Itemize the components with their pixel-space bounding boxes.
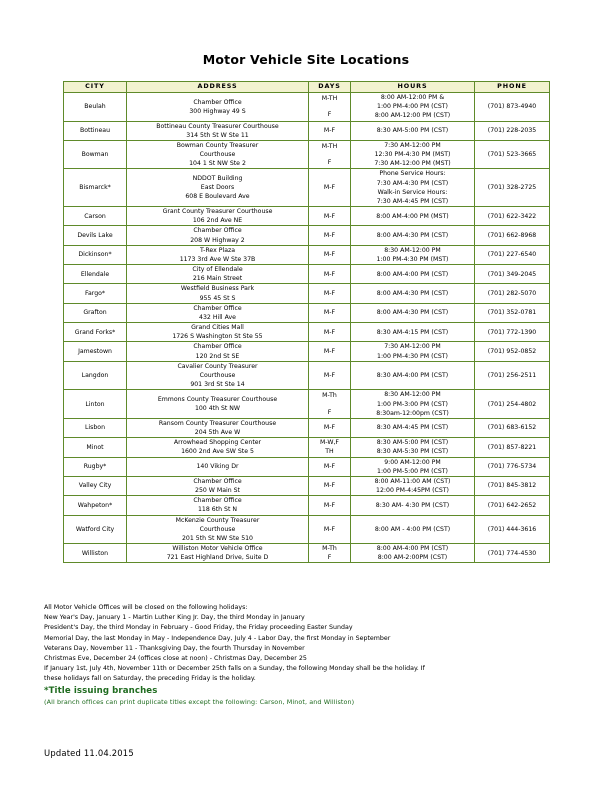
cell-days: M-F <box>309 284 351 303</box>
cell-city: Watford City <box>64 515 127 544</box>
table-row <box>64 418 550 437</box>
column-header-phone: PHONE <box>475 82 550 93</box>
cell-city: Linton <box>64 390 127 419</box>
table-row <box>64 323 550 342</box>
site-locations-table <box>63 81 550 563</box>
cell-phone: (701) 952-0852 <box>475 342 550 361</box>
cell-days: M-F <box>309 121 351 140</box>
cell-city: Devils Lake <box>64 226 127 245</box>
table-row <box>64 390 550 419</box>
table-row <box>64 121 550 140</box>
cell-phone: (701) 873-4940 <box>475 93 550 122</box>
table-row <box>64 245 550 264</box>
footnote-title: *Title issuing branches <box>44 686 158 696</box>
cell-hours: 8:30 AM- 4:30 PM (CST) <box>351 496 475 515</box>
cell-city: Grand Forks* <box>64 323 127 342</box>
holiday-note-line: these holidays fall on Saturday, the preceding Friday is the holiday. <box>44 675 256 683</box>
cell-address: McKenzie County Treasurer Courthouse 201 5th St NW Ste 510 <box>127 515 309 544</box>
cell-city: Grafton <box>64 303 127 322</box>
cell-hours: 7:30 AM-12:00 PM 12:30 PM-4:30 PM (MST) 7:30 AM-12:00 PM (MST) <box>351 140 475 169</box>
table-row <box>64 544 550 563</box>
cell-city: Carson <box>64 207 127 226</box>
table-row <box>64 303 550 322</box>
cell-days: M-F <box>309 226 351 245</box>
cell-days: M-F <box>309 207 351 226</box>
cell-days: M-F <box>309 303 351 322</box>
cell-phone: (701) 523-3665 <box>475 140 550 169</box>
holiday-note-line: Memorial Day, the last Monday in May - Independence Day, July 4 - Labor Day, the first Monday in September <box>44 634 391 642</box>
cell-city: Williston <box>64 544 127 563</box>
cell-address: Westfield Business Park 955 45 St S <box>127 284 309 303</box>
cell-city: Rugby* <box>64 457 127 476</box>
cell-hours: 8:30 AM-4:00 PM (CST) <box>351 361 475 390</box>
table-row <box>64 457 550 476</box>
title-issuing-footnote <box>44 686 584 706</box>
holiday-note-line: If January 1st, July 4th, November 11th or December 25th falls on a Sunday, the following Monday shall be the holiday. If <box>44 665 425 673</box>
updated-date: Updated 11.04.2015 <box>44 748 134 758</box>
cell-days: M-F <box>309 245 351 264</box>
cell-address: Chamber Office 432 Hill Ave <box>127 303 309 322</box>
cell-days: M-Th F <box>309 390 351 419</box>
table-row <box>64 226 550 245</box>
cell-days: M-F <box>309 323 351 342</box>
holiday-notes <box>44 603 584 685</box>
column-header-days: DAYS <box>309 82 351 93</box>
cell-address: T-Rex Plaza 1173 3rd Ave W Ste 37B <box>127 245 309 264</box>
cell-hours: 8:30 AM-5:00 PM (CST) <box>351 121 475 140</box>
cell-days: M-F <box>309 457 351 476</box>
table-row <box>64 342 550 361</box>
column-header-hours: HOURS <box>351 82 475 93</box>
cell-city: Valley City <box>64 476 127 495</box>
cell-days: M-F <box>309 418 351 437</box>
cell-phone: (701) 642-2652 <box>475 496 550 515</box>
table-row <box>64 140 550 169</box>
cell-hours: 8:00 AM-4:00 PM (MST) <box>351 207 475 226</box>
cell-days: M-TH F <box>309 93 351 122</box>
table-header-row <box>64 82 550 93</box>
column-header-address: ADDRESS <box>127 82 309 93</box>
cell-hours: 8:00 AM-4:30 PM (CST) <box>351 284 475 303</box>
cell-address: Chamber Office 250 W Main St <box>127 476 309 495</box>
cell-address: Grant County Treasurer Courthouse 106 2nd Ave NE <box>127 207 309 226</box>
cell-address: Chamber Office 120 2nd St SE <box>127 342 309 361</box>
cell-hours: 7:30 AM-12:00 PM 1:00 PM-4:30 PM (CST) <box>351 342 475 361</box>
cell-phone: (701) 845-3812 <box>475 476 550 495</box>
column-header-city: CITY <box>64 82 127 93</box>
cell-phone: (701) 328-2725 <box>475 169 550 207</box>
cell-days: M-F <box>309 496 351 515</box>
cell-address: Chamber Office 208 W Highway 2 <box>127 226 309 245</box>
cell-phone: (701) 857-8221 <box>475 438 550 457</box>
cell-phone: (701) 282-5070 <box>475 284 550 303</box>
cell-phone: (701) 228-2035 <box>475 121 550 140</box>
cell-hours: 8:00 AM-4:30 PM (CST) <box>351 303 475 322</box>
cell-phone: (701) 772-1390 <box>475 323 550 342</box>
cell-address: Arrowhead Shopping Center 1600 2nd Ave SW Ste 5 <box>127 438 309 457</box>
cell-days: M-F <box>309 476 351 495</box>
cell-days: M-F <box>309 361 351 390</box>
cell-address: Chamber Office 300 Highway 49 S <box>127 93 309 122</box>
cell-city: Beulah <box>64 93 127 122</box>
cell-days: M-F <box>309 169 351 207</box>
cell-address: City of Ellendale 216 Main Street <box>127 265 309 284</box>
cell-city: Bismarck* <box>64 169 127 207</box>
table-row <box>64 496 550 515</box>
cell-address: Bowman County Treasurer Courthouse 104 1 St NW Ste 2 <box>127 140 309 169</box>
table-row <box>64 361 550 390</box>
cell-city: Wahpeton* <box>64 496 127 515</box>
cell-city: Langdon <box>64 361 127 390</box>
cell-hours: 8:00 AM-4:00 PM (CST) 8:00 AM-2:00PM (CST) <box>351 544 475 563</box>
cell-address: Williston Motor Vehicle Office 721 East Highland Drive, Suite D <box>127 544 309 563</box>
cell-address: Cavalier County Treasurer Courthouse 901 3rd St Ste 14 <box>127 361 309 390</box>
cell-phone: (701) 776-5734 <box>475 457 550 476</box>
cell-address: Bottineau County Treasurer Courthouse 314 5th St W Ste 11 <box>127 121 309 140</box>
table-row <box>64 265 550 284</box>
table-row <box>64 169 550 207</box>
cell-city: Lisbon <box>64 418 127 437</box>
footnote-subtitle: (All branch offices can print duplicate titles except the following: Carson, Minot, and Williston) <box>44 698 355 706</box>
cell-hours: 8:00 AM-11:00 AM (CST) 12:00 PM-4:45PM (CST) <box>351 476 475 495</box>
cell-address: Grand Cities Mall 1726 S Washington St Ste 55 <box>127 323 309 342</box>
table-row <box>64 515 550 544</box>
cell-hours: 9:00 AM-12:00 PM 1:00 PM-5:00 PM (CST) <box>351 457 475 476</box>
cell-city: Fargo* <box>64 284 127 303</box>
cell-phone: (701) 256-2511 <box>475 361 550 390</box>
cell-hours: 8:00 AM-12:00 PM & 1:00 PM-4:00 PM (CST) 8:00 AM-12:00 PM (CST) <box>351 93 475 122</box>
cell-hours: 8:00 AM-4:00 PM (CST) <box>351 265 475 284</box>
cell-hours: 8:30 AM-12:00 PM 1:00 PM-3:00 PM (CST) 8:30am-12:00pm (CST) <box>351 390 475 419</box>
holiday-note-line: Christmas Eve, December 24 (offices close at noon) - Christmas Day, December 25 <box>44 654 307 662</box>
cell-address: Ransom County Treasurer Courthouse 204 5th Ave W <box>127 418 309 437</box>
holiday-note-line: All Motor Vehicle Offices will be closed on the following holidays: <box>44 604 248 611</box>
cell-hours: 8:30 AM-4:15 PM (CST) <box>351 323 475 342</box>
cell-hours: 8:00 AM - 4:00 PM (CST) <box>351 515 475 544</box>
cell-phone: (701) 622-3422 <box>475 207 550 226</box>
cell-hours: Phone Service Hours: 7:30 AM-4:30 PM (CST) Walk-in Service Hours: 7:30 AM-4:45 PM (CST) <box>351 169 475 207</box>
cell-city: Jamestown <box>64 342 127 361</box>
holiday-note-line: Veterans Day, November 11 - Thanksgiving Day, the fourth Thursday in November <box>44 644 305 652</box>
cell-days: M-F <box>309 515 351 544</box>
cell-days: M-F <box>309 265 351 284</box>
cell-address: Emmons County Treasurer Courthouse 100 4th St NW <box>127 390 309 419</box>
cell-phone: (701) 444-3616 <box>475 515 550 544</box>
table-row <box>64 476 550 495</box>
table-row <box>64 438 550 457</box>
cell-hours: 8:00 AM-4:30 PM (CST) <box>351 226 475 245</box>
cell-phone: (701) 662-8968 <box>475 226 550 245</box>
cell-city: Bowman <box>64 140 127 169</box>
cell-days: M-F <box>309 342 351 361</box>
cell-phone: (701) 352-0781 <box>475 303 550 322</box>
cell-phone: (701) 683-6152 <box>475 418 550 437</box>
cell-phone: (701) 774-4530 <box>475 544 550 563</box>
table-row <box>64 93 550 122</box>
page-title: Motor Vehicle Site Locations <box>202 52 410 67</box>
cell-hours: 8:30 AM-5:00 PM (CST) 8:30 AM-5:30 PM (CST) <box>351 438 475 457</box>
cell-phone: (701) 254-4802 <box>475 390 550 419</box>
table-row <box>64 207 550 226</box>
cell-hours: 8:30 AM-12:00 PM 1:00 PM-4:30 PM (MST) <box>351 245 475 264</box>
cell-address: 140 Viking Dr <box>127 457 309 476</box>
holiday-note-line: New Year's Day, January 1 - Martin Luther King Jr. Day, the third Monday in January <box>44 614 305 622</box>
table-row <box>64 284 550 303</box>
cell-phone: (701) 227-6540 <box>475 245 550 264</box>
cell-city: Minot <box>64 438 127 457</box>
cell-address: NDDOT Building East Doors 608 E Boulevard Ave <box>127 169 309 207</box>
table-body <box>64 93 550 563</box>
cell-hours: 8:30 AM-4:45 PM (CST) <box>351 418 475 437</box>
holiday-note-line: President's Day, the third Monday in February - Good Friday, the Friday proceeding Easter Sunday <box>44 624 353 632</box>
cell-days: M-TH F <box>309 140 351 169</box>
cell-days: M-W,F TH <box>309 438 351 457</box>
cell-phone: (701) 349-2045 <box>475 265 550 284</box>
cell-days: M-Th F <box>309 544 351 563</box>
cell-address: Chamber Office 118 6th St N <box>127 496 309 515</box>
cell-city: Dickinson* <box>64 245 127 264</box>
cell-city: Ellendale <box>64 265 127 284</box>
cell-city: Bottineau <box>64 121 127 140</box>
